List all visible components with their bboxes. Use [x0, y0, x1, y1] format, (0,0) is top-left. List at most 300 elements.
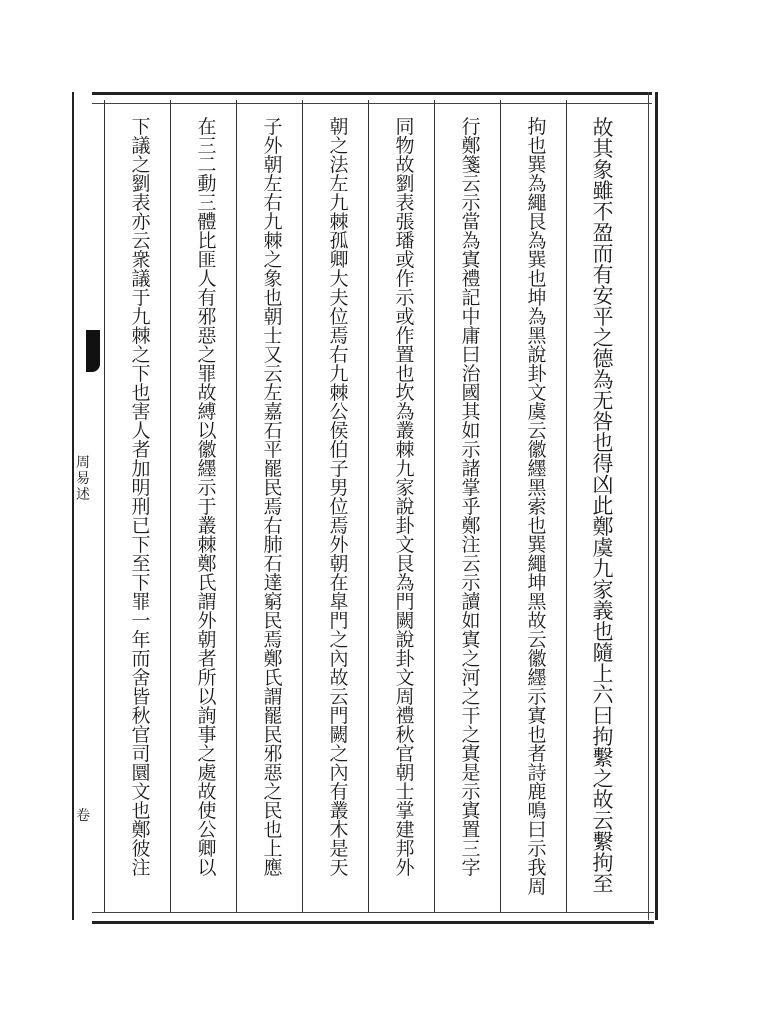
glyph: 隨	[592, 641, 614, 665]
glyph: 寘	[461, 629, 481, 651]
glyph: 位	[329, 496, 349, 518]
text-column	[504, 118, 570, 908]
glyph: 義	[592, 599, 614, 623]
glyph: 同	[395, 116, 415, 138]
glyph: 氏	[197, 572, 217, 594]
glyph: 字	[461, 857, 481, 879]
glyph: 為	[461, 230, 481, 252]
glyph: 不	[592, 200, 614, 224]
glyph: 鄭	[592, 515, 614, 539]
glyph: 卦	[395, 515, 415, 537]
glyph: 舍	[131, 667, 151, 689]
glyph: 叢	[329, 800, 349, 822]
glyph: 示	[461, 192, 481, 214]
glyph: 示	[461, 572, 481, 594]
glyph: 已	[131, 515, 151, 537]
glyph: 說	[527, 344, 547, 366]
glyph: 无	[592, 389, 614, 413]
glyph: 卦	[527, 363, 547, 385]
glyph: 以	[197, 420, 217, 442]
glyph: 我	[527, 857, 547, 879]
glyph: 纆	[527, 458, 547, 480]
glyph: 左	[263, 173, 283, 195]
glyph: 纆	[527, 667, 547, 689]
glyph: 棘	[395, 439, 415, 461]
glyph: 六	[592, 683, 614, 707]
glyph: 邪	[263, 743, 283, 765]
glyph: 大	[329, 268, 349, 290]
glyph: 右	[329, 344, 349, 366]
frame-bottom-border	[92, 912, 654, 924]
glyph: 干	[461, 705, 481, 727]
glyph: 云	[329, 686, 349, 708]
glyph: 拘	[527, 116, 547, 138]
glyph: 示	[527, 686, 547, 708]
glyph: 禮	[461, 268, 481, 290]
glyph: 家	[592, 578, 614, 602]
glyph: 咎	[592, 410, 614, 434]
glyph: 凶	[592, 473, 614, 497]
glyph: 之	[197, 344, 217, 366]
glyph: 左	[263, 382, 283, 404]
glyph: 建	[395, 819, 415, 841]
glyph: 下	[131, 116, 151, 138]
text-column	[240, 118, 306, 908]
glyph: 司	[131, 743, 151, 765]
glyph: 之	[329, 743, 349, 765]
glyph: 云	[527, 629, 547, 651]
glyph: 之	[131, 154, 151, 176]
text-column	[108, 118, 174, 908]
glyph: 故	[592, 116, 614, 140]
text-column	[174, 118, 240, 908]
glyph: 劉	[131, 173, 151, 195]
glyph: 比	[197, 230, 217, 252]
glyph: 朝	[263, 154, 283, 176]
glyph: 民	[263, 610, 283, 632]
glyph: 巽	[527, 249, 547, 271]
glyph: 九	[592, 557, 614, 581]
glyph: 議	[131, 268, 151, 290]
glyph: 夫	[329, 287, 349, 309]
glyph: 文	[131, 781, 151, 803]
glyph: 坎	[395, 382, 415, 404]
glyph: 所	[197, 667, 217, 689]
glyph: 亦	[131, 211, 151, 233]
glyph: 記	[461, 287, 481, 309]
glyph: 或	[395, 306, 415, 328]
glyph: 外	[329, 534, 349, 556]
glyph: 民	[263, 724, 283, 746]
glyph: 皆	[131, 686, 151, 708]
glyph: 公	[197, 819, 217, 841]
glyph: 故	[197, 781, 217, 803]
glyph: 虞	[527, 401, 547, 423]
glyph: 乎	[461, 496, 481, 518]
glyph: 焉	[329, 325, 349, 347]
glyph: 右	[263, 192, 283, 214]
glyph: 也	[527, 268, 547, 290]
glyph: 艮	[527, 211, 547, 233]
glyph: 內	[329, 648, 349, 670]
glyph: 繫	[592, 746, 614, 770]
glyph: 外	[395, 857, 415, 879]
glyph: 處	[197, 762, 217, 784]
glyph: 也	[131, 382, 151, 404]
glyph: 外	[263, 135, 283, 157]
glyph: 巽	[527, 534, 547, 556]
glyph: 惡	[263, 762, 283, 784]
glyph: 象	[592, 158, 614, 182]
glyph: 公	[329, 401, 349, 423]
glyph: 寘	[527, 705, 547, 727]
glyph: 也	[131, 800, 151, 822]
text-column	[306, 118, 372, 908]
glyph: 木	[329, 819, 349, 841]
glyph: 加	[131, 458, 151, 480]
glyph: 者	[197, 648, 217, 670]
glyph: 讀	[461, 591, 481, 613]
glyph: 黑	[527, 477, 547, 499]
glyph: 謂	[263, 686, 283, 708]
glyph: 故	[329, 667, 349, 689]
glyph: 卿	[197, 838, 217, 860]
glyph: 得	[592, 452, 614, 476]
glyph: 朝	[329, 116, 349, 138]
glyph: 鳴	[527, 800, 547, 822]
frame-right-border	[648, 92, 658, 920]
glyph: 于	[131, 287, 151, 309]
glyph: 三	[461, 838, 481, 860]
glyph: 之	[329, 629, 349, 651]
glyph: 天	[329, 857, 349, 879]
glyph: 也	[395, 363, 415, 385]
glyph: 子	[329, 458, 349, 480]
glyph: 左	[329, 173, 349, 195]
glyph: 文	[527, 382, 547, 404]
glyph: 石	[263, 553, 283, 575]
glyph: 窮	[263, 591, 283, 613]
glyph: 動	[197, 173, 217, 195]
glyph: 拘	[592, 725, 614, 749]
glyph: 于	[197, 496, 217, 518]
glyph: 卦	[395, 648, 415, 670]
glyph: 詢	[197, 705, 217, 727]
glyph: 使	[197, 800, 217, 822]
glyph: 當	[461, 211, 481, 233]
glyph: 示	[461, 439, 481, 461]
glyph: 為	[592, 368, 614, 392]
glyph: 士	[263, 325, 283, 347]
glyph: 棘	[131, 325, 151, 347]
glyph: 之	[263, 249, 283, 271]
glyph: 曰	[461, 344, 481, 366]
glyph: 害	[131, 401, 151, 423]
glyph: 曰	[592, 704, 614, 728]
glyph: 刑	[131, 496, 151, 518]
glyph: 虞	[592, 536, 614, 560]
glyph: 之	[197, 743, 217, 765]
glyph: 伯	[329, 439, 349, 461]
glyph: 邪	[197, 306, 217, 328]
glyph: 表	[395, 192, 415, 214]
glyph: 國	[461, 382, 481, 404]
glyph: 皐	[329, 591, 349, 613]
glyph: 云	[131, 230, 151, 252]
text-column	[570, 118, 636, 908]
glyph: 外	[197, 610, 217, 632]
glyph: 官	[131, 724, 151, 746]
glyph: 士	[395, 781, 415, 803]
glyph: 云	[527, 420, 547, 442]
glyph: 作	[395, 325, 415, 347]
glyph: 箋	[461, 154, 481, 176]
glyph: 繩	[527, 553, 547, 575]
glyph: 人	[197, 268, 217, 290]
glyph: 罷	[263, 458, 283, 480]
glyph: 平	[263, 439, 283, 461]
glyph: 闕	[329, 724, 349, 746]
glyph: 人	[131, 420, 151, 442]
glyph: 罷	[263, 705, 283, 727]
glyph: 鄭	[197, 553, 217, 575]
glyph: 石	[263, 420, 283, 442]
glyph: 三	[197, 192, 217, 214]
glyph: 拘	[592, 851, 614, 875]
glyph: 纆	[197, 458, 217, 480]
text-column	[438, 118, 504, 908]
glyph: 三	[197, 135, 217, 157]
glyph: 象	[263, 268, 283, 290]
glyph: 朝	[197, 629, 217, 651]
glyph: 年	[131, 629, 151, 651]
glyph: 故	[592, 788, 614, 812]
glyph: 德	[592, 347, 614, 371]
glyph: 氏	[263, 667, 283, 689]
glyph: 至	[592, 872, 614, 896]
glyph: 也	[527, 135, 547, 157]
glyph: 平	[592, 305, 614, 329]
glyph: 朝	[263, 306, 283, 328]
page-margin-strip	[72, 92, 94, 920]
glyph: 叢	[395, 420, 415, 442]
glyph: 民	[263, 477, 283, 499]
glyph: 是	[329, 838, 349, 860]
glyph: 肺	[263, 534, 283, 556]
glyph: 示	[527, 838, 547, 860]
glyph: 之	[461, 686, 481, 708]
glyph: 罪	[197, 363, 217, 385]
glyph: 物	[395, 135, 415, 157]
glyph: 一	[131, 610, 151, 632]
glyph: 在	[197, 116, 217, 138]
fishtail-mark-icon	[86, 330, 100, 372]
glyph: 表	[131, 192, 151, 214]
glyph: 示	[197, 477, 217, 499]
glyph: 為	[527, 173, 547, 195]
glyph: 示	[461, 781, 481, 803]
glyph: 鄭	[131, 819, 151, 841]
glyph: 為	[527, 230, 547, 252]
glyph: 治	[461, 363, 481, 385]
glyph: 棘	[197, 534, 217, 556]
glyph: 黑	[527, 591, 547, 613]
glyph: 以	[197, 686, 217, 708]
glyph: 周	[395, 686, 415, 708]
glyph: 二	[197, 154, 217, 176]
glyph: 如	[461, 420, 481, 442]
glyph: 下	[131, 534, 151, 556]
glyph: 棘	[329, 211, 349, 233]
glyph: 嘉	[263, 401, 283, 423]
glyph: 叢	[197, 515, 217, 537]
glyph: 庸	[461, 325, 481, 347]
glyph: 劉	[395, 173, 415, 195]
glyph: 邦	[395, 838, 415, 860]
glyph: 法	[329, 154, 349, 176]
glyph: 門	[329, 705, 349, 727]
glyph: 卿	[329, 249, 349, 271]
glyph: 焉	[263, 629, 283, 651]
glyph: 者	[131, 439, 151, 461]
glyph: 徽	[527, 648, 547, 670]
glyph: 鹿	[527, 781, 547, 803]
glyph: 中	[461, 306, 481, 328]
glyph: 寘	[461, 743, 481, 765]
glyph: 之	[131, 344, 151, 366]
glyph: 也	[527, 515, 547, 537]
glyph: 在	[329, 572, 349, 594]
glyph: 九	[131, 306, 151, 328]
glyph: 掌	[461, 477, 481, 499]
glyph: 官	[395, 743, 415, 765]
glyph: 以	[197, 857, 217, 879]
glyph: 事	[197, 724, 217, 746]
glyph: 縛	[197, 401, 217, 423]
glyph: 或	[395, 249, 415, 271]
glyph: 而	[131, 648, 151, 670]
glyph: 也	[263, 287, 283, 309]
glyph: 闕	[395, 610, 415, 632]
glyph: 雖	[592, 179, 614, 203]
glyph: 棘	[263, 230, 283, 252]
glyph: 之	[461, 648, 481, 670]
glyph: 盈	[592, 221, 614, 245]
glyph: 朝	[329, 553, 349, 575]
glyph: 惡	[197, 325, 217, 347]
glyph: 門	[395, 591, 415, 613]
glyph: 內	[329, 762, 349, 784]
glyph: 寘	[461, 800, 481, 822]
glyph: 之	[263, 781, 283, 803]
glyph: 掌	[395, 800, 415, 822]
glyph: 詩	[527, 762, 547, 784]
glyph: 也	[592, 620, 614, 644]
glyph: 河	[461, 667, 481, 689]
glyph: 繫	[592, 830, 614, 854]
glyph: 巽	[527, 154, 547, 176]
glyph: 文	[395, 534, 415, 556]
glyph: 明	[131, 477, 151, 499]
glyph: 九	[263, 211, 283, 233]
glyph: 秋	[395, 724, 415, 746]
glyph: 艮	[395, 553, 415, 575]
glyph: 而	[592, 242, 614, 266]
glyph: 有	[592, 263, 614, 287]
text-column	[372, 118, 438, 908]
glyph: 謂	[197, 591, 217, 613]
glyph: 孤	[329, 230, 349, 252]
glyph: 張	[395, 211, 415, 233]
glyph: 位	[329, 306, 349, 328]
glyph: 圜	[131, 762, 151, 784]
glyph: 云	[592, 809, 614, 833]
glyph: 徽	[197, 439, 217, 461]
glyph: 者	[527, 743, 547, 765]
glyph: 男	[329, 477, 349, 499]
glyph: 寘	[461, 249, 481, 271]
glyph: 繩	[527, 192, 547, 214]
glyph: 禮	[395, 705, 415, 727]
glyph: 議	[131, 135, 151, 157]
glyph: 是	[461, 762, 481, 784]
glyph: 達	[263, 572, 283, 594]
glyph: 門	[329, 610, 349, 632]
glyph: 秋	[131, 705, 151, 727]
glyph: 下	[131, 363, 151, 385]
glyph: 罪	[131, 591, 151, 613]
glyph: 文	[395, 667, 415, 689]
glyph: 右	[263, 515, 283, 537]
glyph: 也	[263, 819, 283, 841]
glyph: 置	[461, 819, 481, 841]
glyph: 如	[461, 610, 481, 632]
glyph: 云	[263, 363, 283, 385]
glyph: 上	[263, 838, 283, 860]
glyph: 也	[592, 431, 614, 455]
glyph: 故	[395, 154, 415, 176]
glyph: 黑	[527, 325, 547, 347]
frame-top-border	[92, 92, 652, 104]
glyph: 鄭	[263, 648, 283, 670]
glyph: 其	[592, 137, 614, 161]
glyph: 彼	[131, 838, 151, 860]
glyph: 坤	[527, 572, 547, 594]
glyph: 體	[197, 211, 217, 233]
glyph: 示	[395, 287, 415, 309]
glyph: 曰	[527, 819, 547, 841]
glyph: 鄭	[461, 515, 481, 537]
glyph: 有	[197, 287, 217, 309]
glyph: 又	[263, 344, 283, 366]
glyph: 安	[592, 284, 614, 308]
glyph: 云	[461, 553, 481, 575]
glyph: 為	[395, 572, 415, 594]
glyph: 索	[527, 496, 547, 518]
glyph: 子	[263, 116, 283, 138]
glyph: 之	[461, 724, 481, 746]
glyph: 為	[527, 306, 547, 328]
glyph: 注	[461, 534, 481, 556]
glyph: 朝	[395, 762, 415, 784]
glyph: 為	[395, 401, 415, 423]
glyph: 也	[527, 724, 547, 746]
glyph: 坤	[527, 287, 547, 309]
glyph: 說	[395, 496, 415, 518]
glyph: 之	[592, 326, 614, 350]
glyph: 侯	[329, 420, 349, 442]
glyph: 至	[131, 553, 151, 575]
